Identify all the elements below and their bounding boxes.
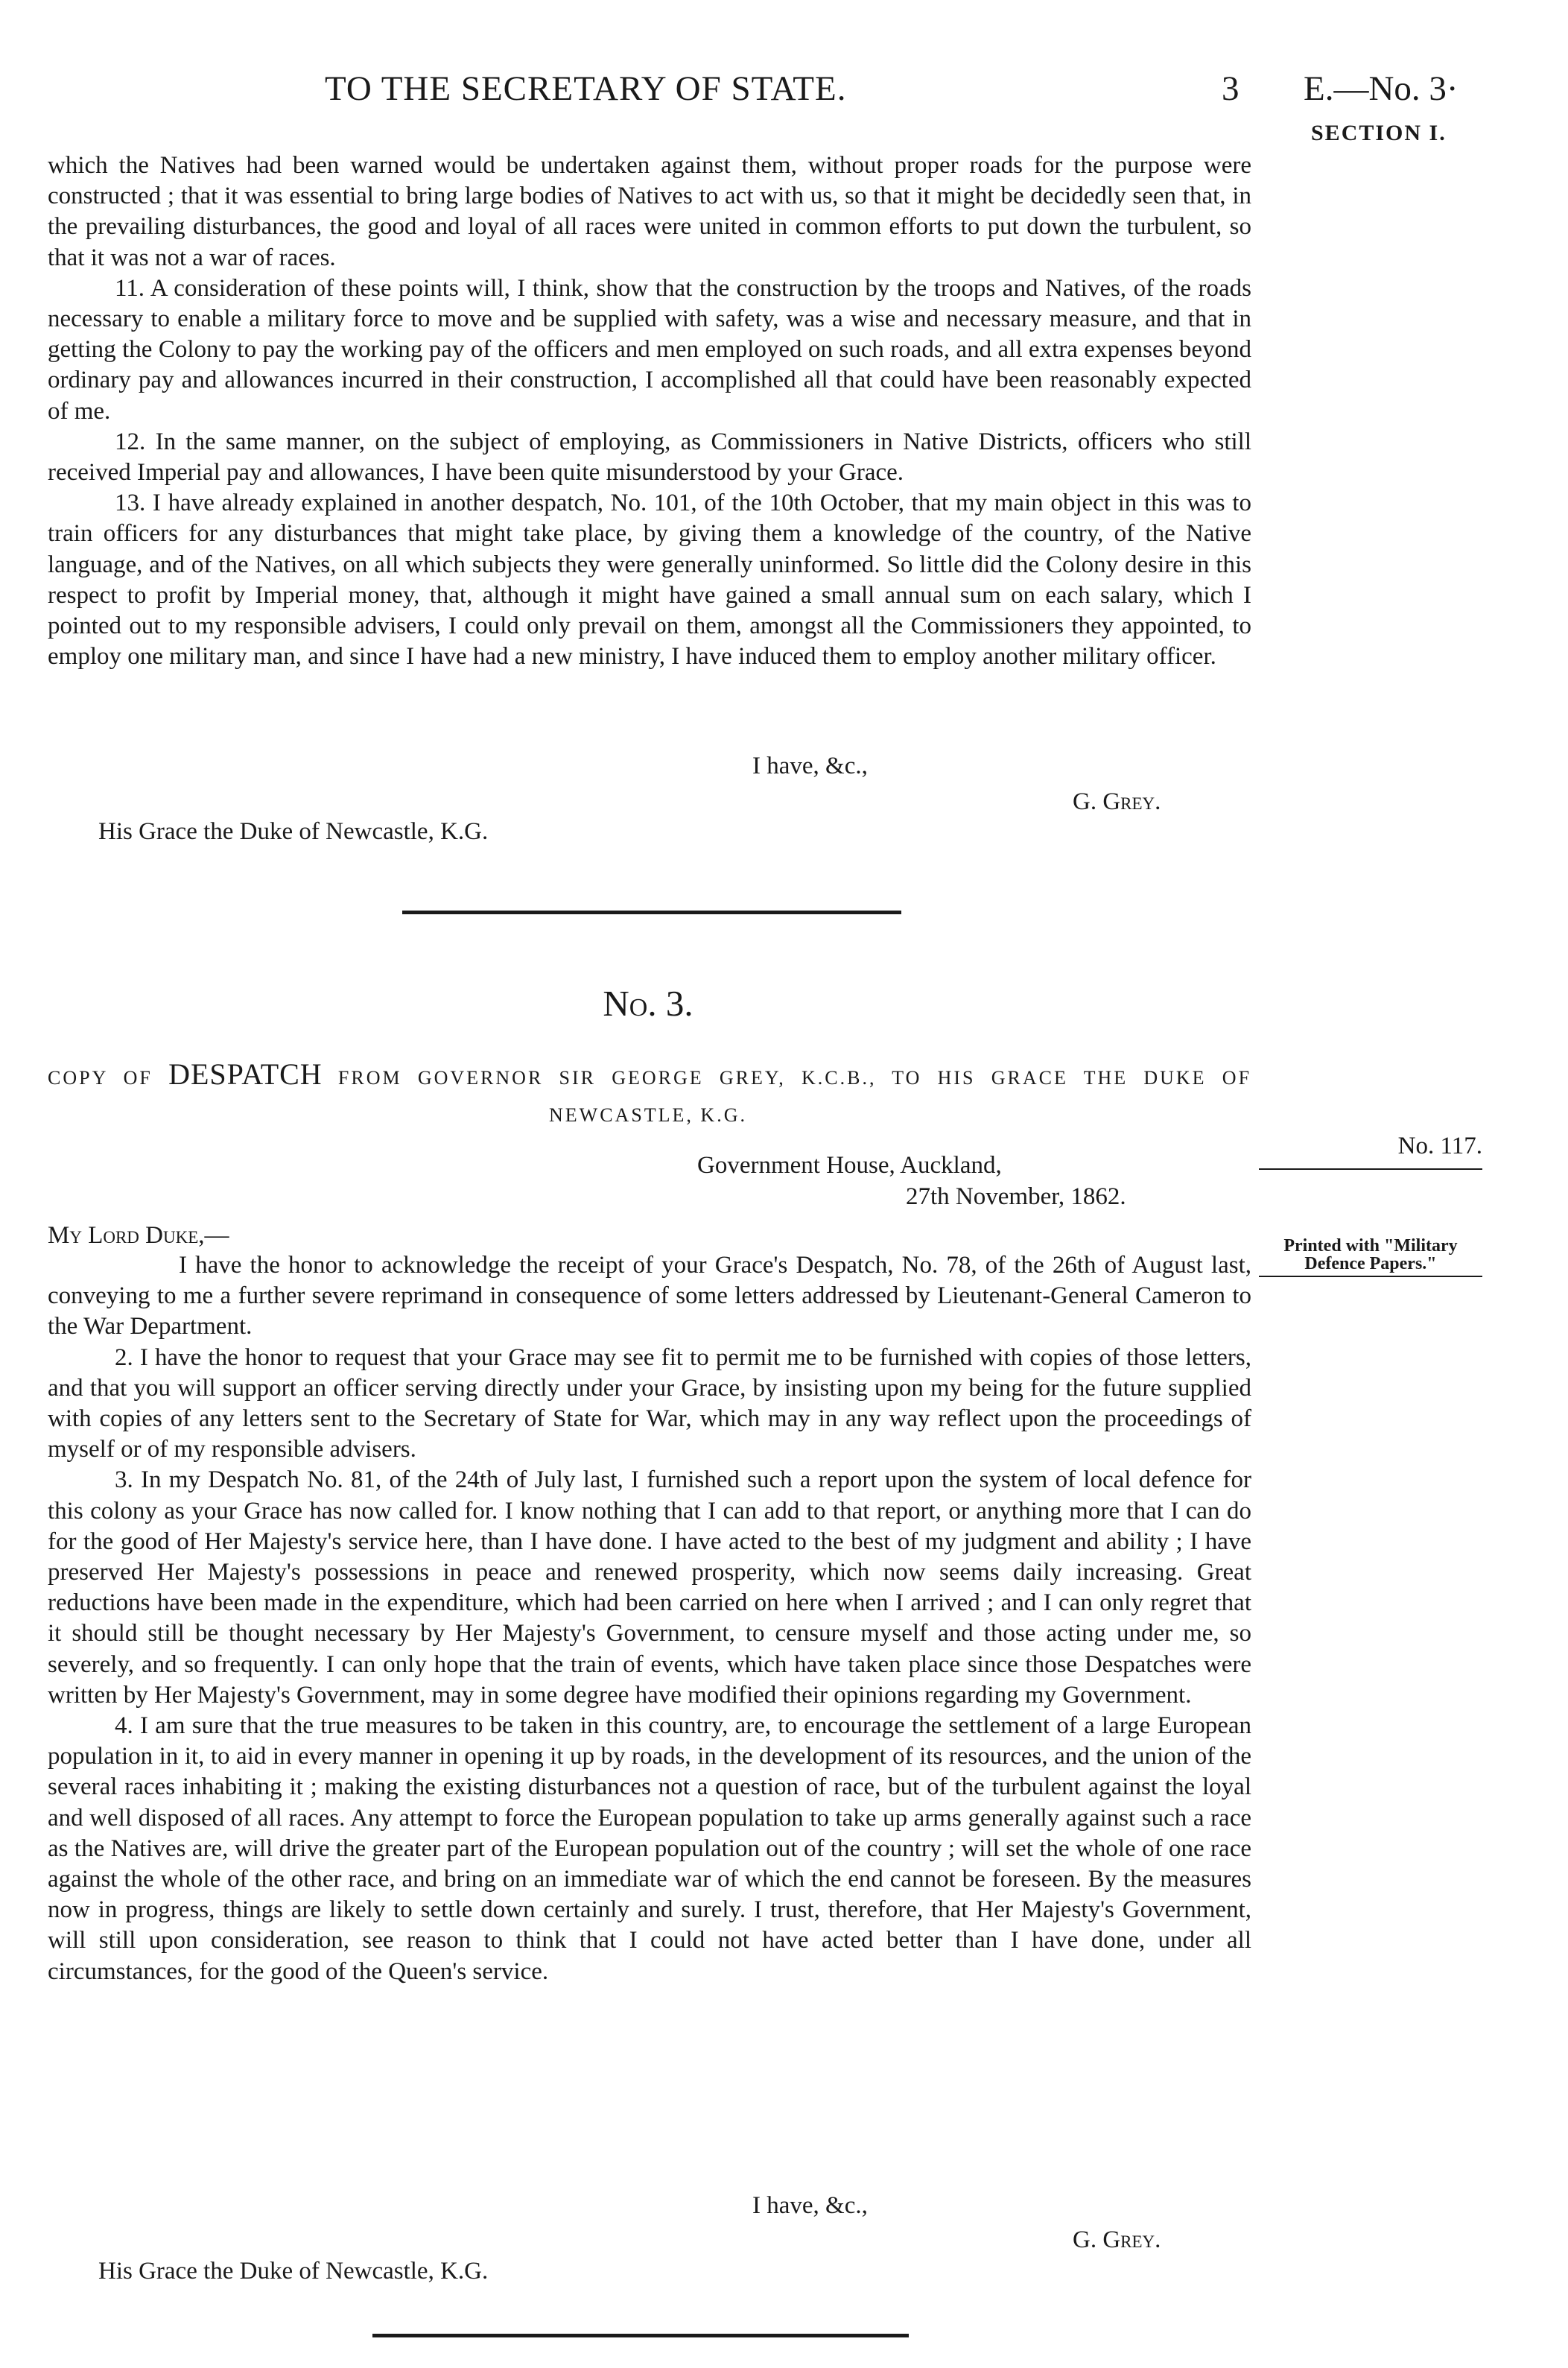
despatch-title-prefix: COPY OF <box>48 1067 153 1089</box>
despatch-title <box>48 1057 1251 1092</box>
salutation: My Lord Duke,— <box>48 1222 229 1249</box>
paragraph-13: 13. I have already explained in another despatch, No. 101, of the 10th October, that my main object in this was to train officers for any disturbances that might take place, by giving them a knowledge of the country, of the Native language, and of the Natives, on all which subjects they were generally uninformed. So little did the Colony desire in this respect to profit by Imperial money, that, although it might have gained a small annual sum on each salary, which I pointed out to my responsible advisers, I could only prevail on them, amongst all the Commissioners they appointed, to employ one military man, and since I have had a new ministry, I have induced them to employ another military officer. <box>48 490 1251 671</box>
section-divider <box>402 911 901 914</box>
despatch-title-main: DESPATCH <box>168 1057 323 1091</box>
closing-formula: I have, &c., <box>752 753 868 779</box>
paper-reference: E.—No. 3· <box>1304 69 1459 108</box>
despatch-body <box>48 1250 1251 1987</box>
section-label: SECTION I. <box>1311 121 1447 145</box>
margin-note-rule <box>1259 1276 1482 1277</box>
despatch-paragraph-4: 4. I am sure that the true measures to be taken in this country, are, to encourage the settlement of a large European population in it, to aid in every manner in opening it up by roads, in the development of its resources, and the union of the several races inhabiting it ; making the existing disturbances not a question of race, but of the turbulent against the loyal and well disposed of all races. Any attempt to force the European population to take up arms generally against such a race as the Natives are, will drive the greater part of the European population out of the country ; will set the whole of one race against the whole of the other race, and bring on an immediate war of which the end cannot be foreseen. By the measures now in progress, things are likely to settle down certainly and surely. I trust, therefore, that Her Majesty's Government, will still upon consideration, see reason to think that I could not have acted better than I have done, under all circumstances, for the good of the Queen's service. <box>48 1712 1251 1985</box>
margin-number-rule <box>1259 1168 1482 1170</box>
despatch-paragraph-2: 2. I have the honor to request that your Grace may see fit to permit me to be furnished with copies of those letters, and that you will support an officer serving directly under your Grace, by insisting upon my being for the future supplied with copies of any letters sent to the Secretary of State for War, which may in any way reflect upon the proceedings of myself or of my responsible advisers. <box>48 1343 1251 1463</box>
despatch-paragraph-1: I have the honor to acknowledge the receipt of your Grace's Despatch, No. 78, of the 26th of August last, conveying to me a further severe reprimand in consequence of some letters addressed by Lieutenant-General Cameron to the War Department. <box>48 1252 1251 1340</box>
despatch-heading: No. 3. <box>603 983 693 1024</box>
despatch-signature: G. Grey. <box>1073 2226 1161 2253</box>
addressee: His Grace the Duke of Newcastle, K.G. <box>98 818 489 845</box>
end-divider <box>372 2334 909 2337</box>
margin-despatch-number: No. 117. <box>1397 1133 1482 1159</box>
margin-note: Printed with "Military Defence Papers." <box>1283 1236 1458 1273</box>
despatch-addressee: His Grace the Duke of Newcastle, K.G. <box>98 2258 489 2285</box>
despatch-closing-formula: I have, &c., <box>752 2192 868 2219</box>
address-date: 27th November, 1862. <box>906 1183 1126 1210</box>
page-number: 3 <box>1222 69 1240 108</box>
signature: G. Grey. <box>1073 788 1161 815</box>
paragraph-11: 11. A consideration of these points will, I think, show that the construction by the troops and Natives, of the roads necessary to enable a military force to move and be supplied with safety, was a wise and necessary measure, and that in getting the Colony to pay the working pay of the officers and men employed on such roads, and all extra expenses beyond ordinary pay and allowances incurred in their construction, I accomplished all that could have been reasonably expected of me. <box>48 274 1251 425</box>
paragraph-12: 12. In the same manner, on the subject of employing, as Commissioners in Native Districts, officers who still received Imperial pay and allowances, I have been quite misunderstood by your Grace. <box>48 428 1251 487</box>
continuation-text <box>48 151 1251 672</box>
page-title: TO THE SECRETARY OF STATE. <box>325 69 847 108</box>
despatch-paragraph-3: 3. In my Despatch No. 81, of the 24th of July last, I furnished such a report upon the system of local defence for this colony as your Grace has now called for. I know nothing that I can add to that report, or anything more that I can do for the good of Her Majesty's service here, than I have done. I have acted to the best of my judgment and ability ; I have preserved Her Majesty's possessions in peace and renewed prosperity, which now seems daily increasing. Great reductions have been made in the expenditure, which had been carried on here when I arrived ; and I can only regret that it should still be thought necessary by Her Majesty's Government, to censure myself and those acting under me, so severely, and so frequently. I can only hope that the train of events, which have taken place since those Despatches were written by Her Majesty's Government, may in some degree have modified their opinions regarding my Government. <box>48 1466 1251 1709</box>
despatch-title-continuation: NEWCASTLE, K.G. <box>549 1104 747 1126</box>
address-place: Government House, Auckland, <box>697 1152 1002 1179</box>
despatch-title-suffix: FROM GOVERNOR SIR GEORGE GREY, K.C.B., TO HIS GRACE THE DUKE OF <box>337 1067 1252 1089</box>
continuation-opening-paragraph: which the Natives had been warned would be undertaken against them, without proper roads for the purpose were constructed ; that it was essential to bring large bodies of Natives to act with us, so that it might be decidedly seen that, in the prevailing disturbances, the good and loyal of all races were united in common efforts to put down the turbulent, so that it was not a war of races. <box>48 152 1251 271</box>
